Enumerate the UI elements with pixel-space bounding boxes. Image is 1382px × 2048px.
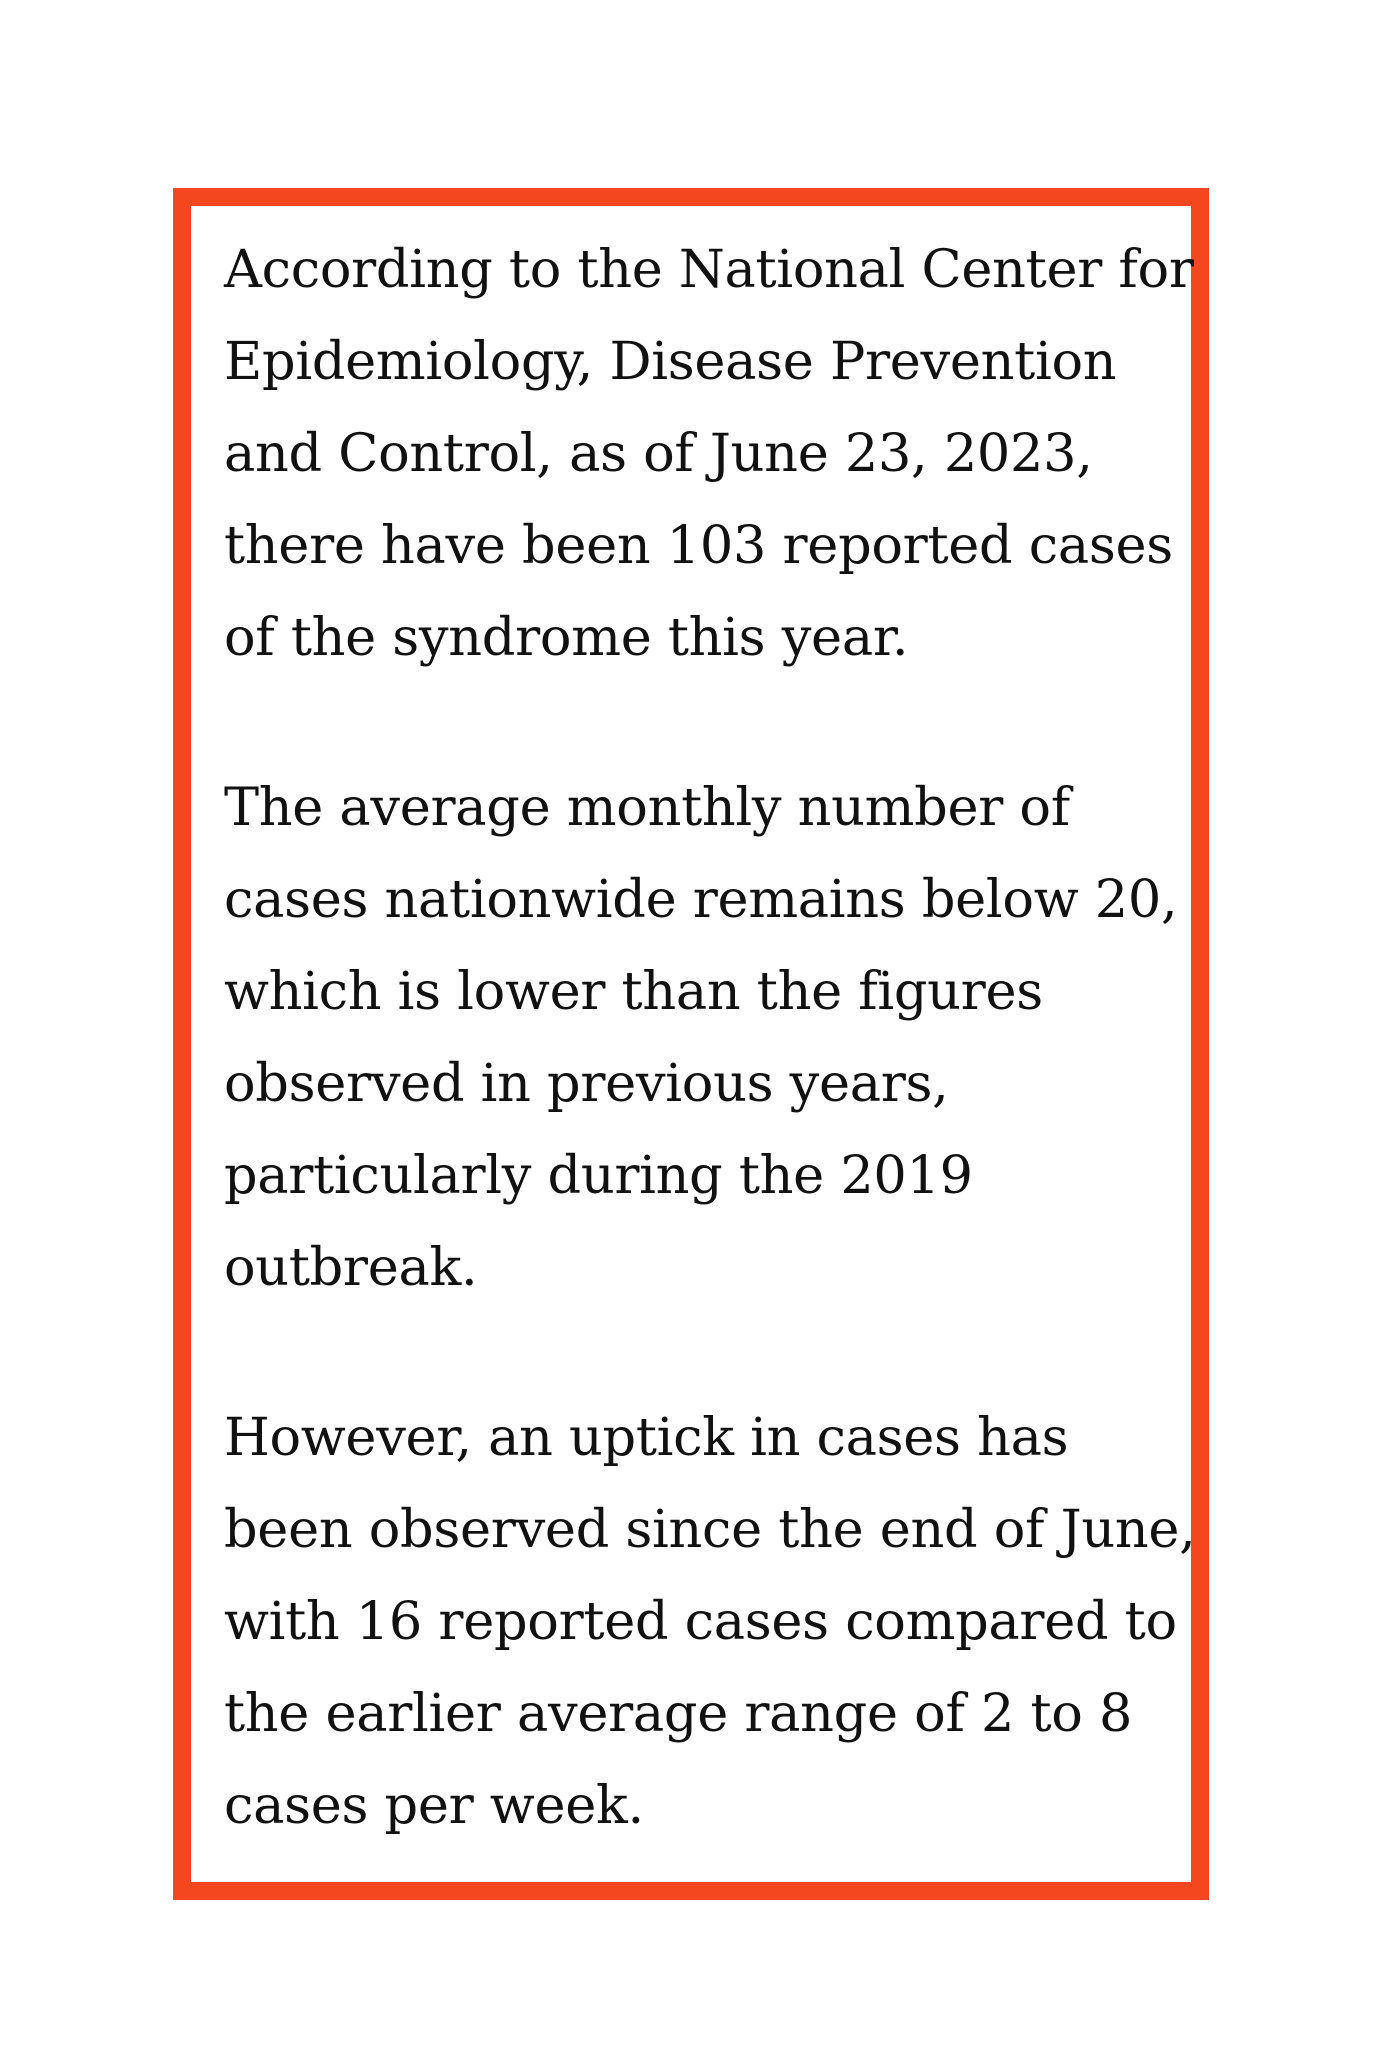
- text-line: outbreak.: [224, 1237, 478, 1298]
- text-line: cases nationwide remains below 20,: [224, 869, 1178, 930]
- text-line: particularly during the 2019: [224, 1145, 973, 1206]
- text-line: and Control, as of June 23, 2023,: [224, 423, 1093, 484]
- text-line: According to the National Center for: [224, 239, 1194, 300]
- text-line: The average monthly number of: [224, 777, 1070, 838]
- paragraph-monthly-average: [224, 762, 1204, 1314]
- text-line: Epidemiology, Disease Prevention: [224, 331, 1117, 392]
- text-line: the earlier average range of 2 to 8: [224, 1683, 1133, 1744]
- text-line: However, an uptick in cases has: [224, 1407, 1069, 1468]
- paragraph-uptick: [224, 1392, 1204, 1852]
- text-line: with 16 reported cases compared to: [224, 1591, 1177, 1652]
- text-line: which is lower than the figures: [224, 961, 1043, 1022]
- text-line: been observed since the end of June,: [224, 1499, 1196, 1560]
- text-line: of the syndrome this year.: [224, 607, 909, 668]
- text-line: cases per week.: [224, 1775, 644, 1836]
- text-line: observed in previous years,: [224, 1053, 949, 1114]
- paragraph-reported-cases: [224, 224, 1204, 684]
- text-line: there have been 103 reported cases: [224, 515, 1173, 576]
- callout-text: [224, 224, 1204, 1852]
